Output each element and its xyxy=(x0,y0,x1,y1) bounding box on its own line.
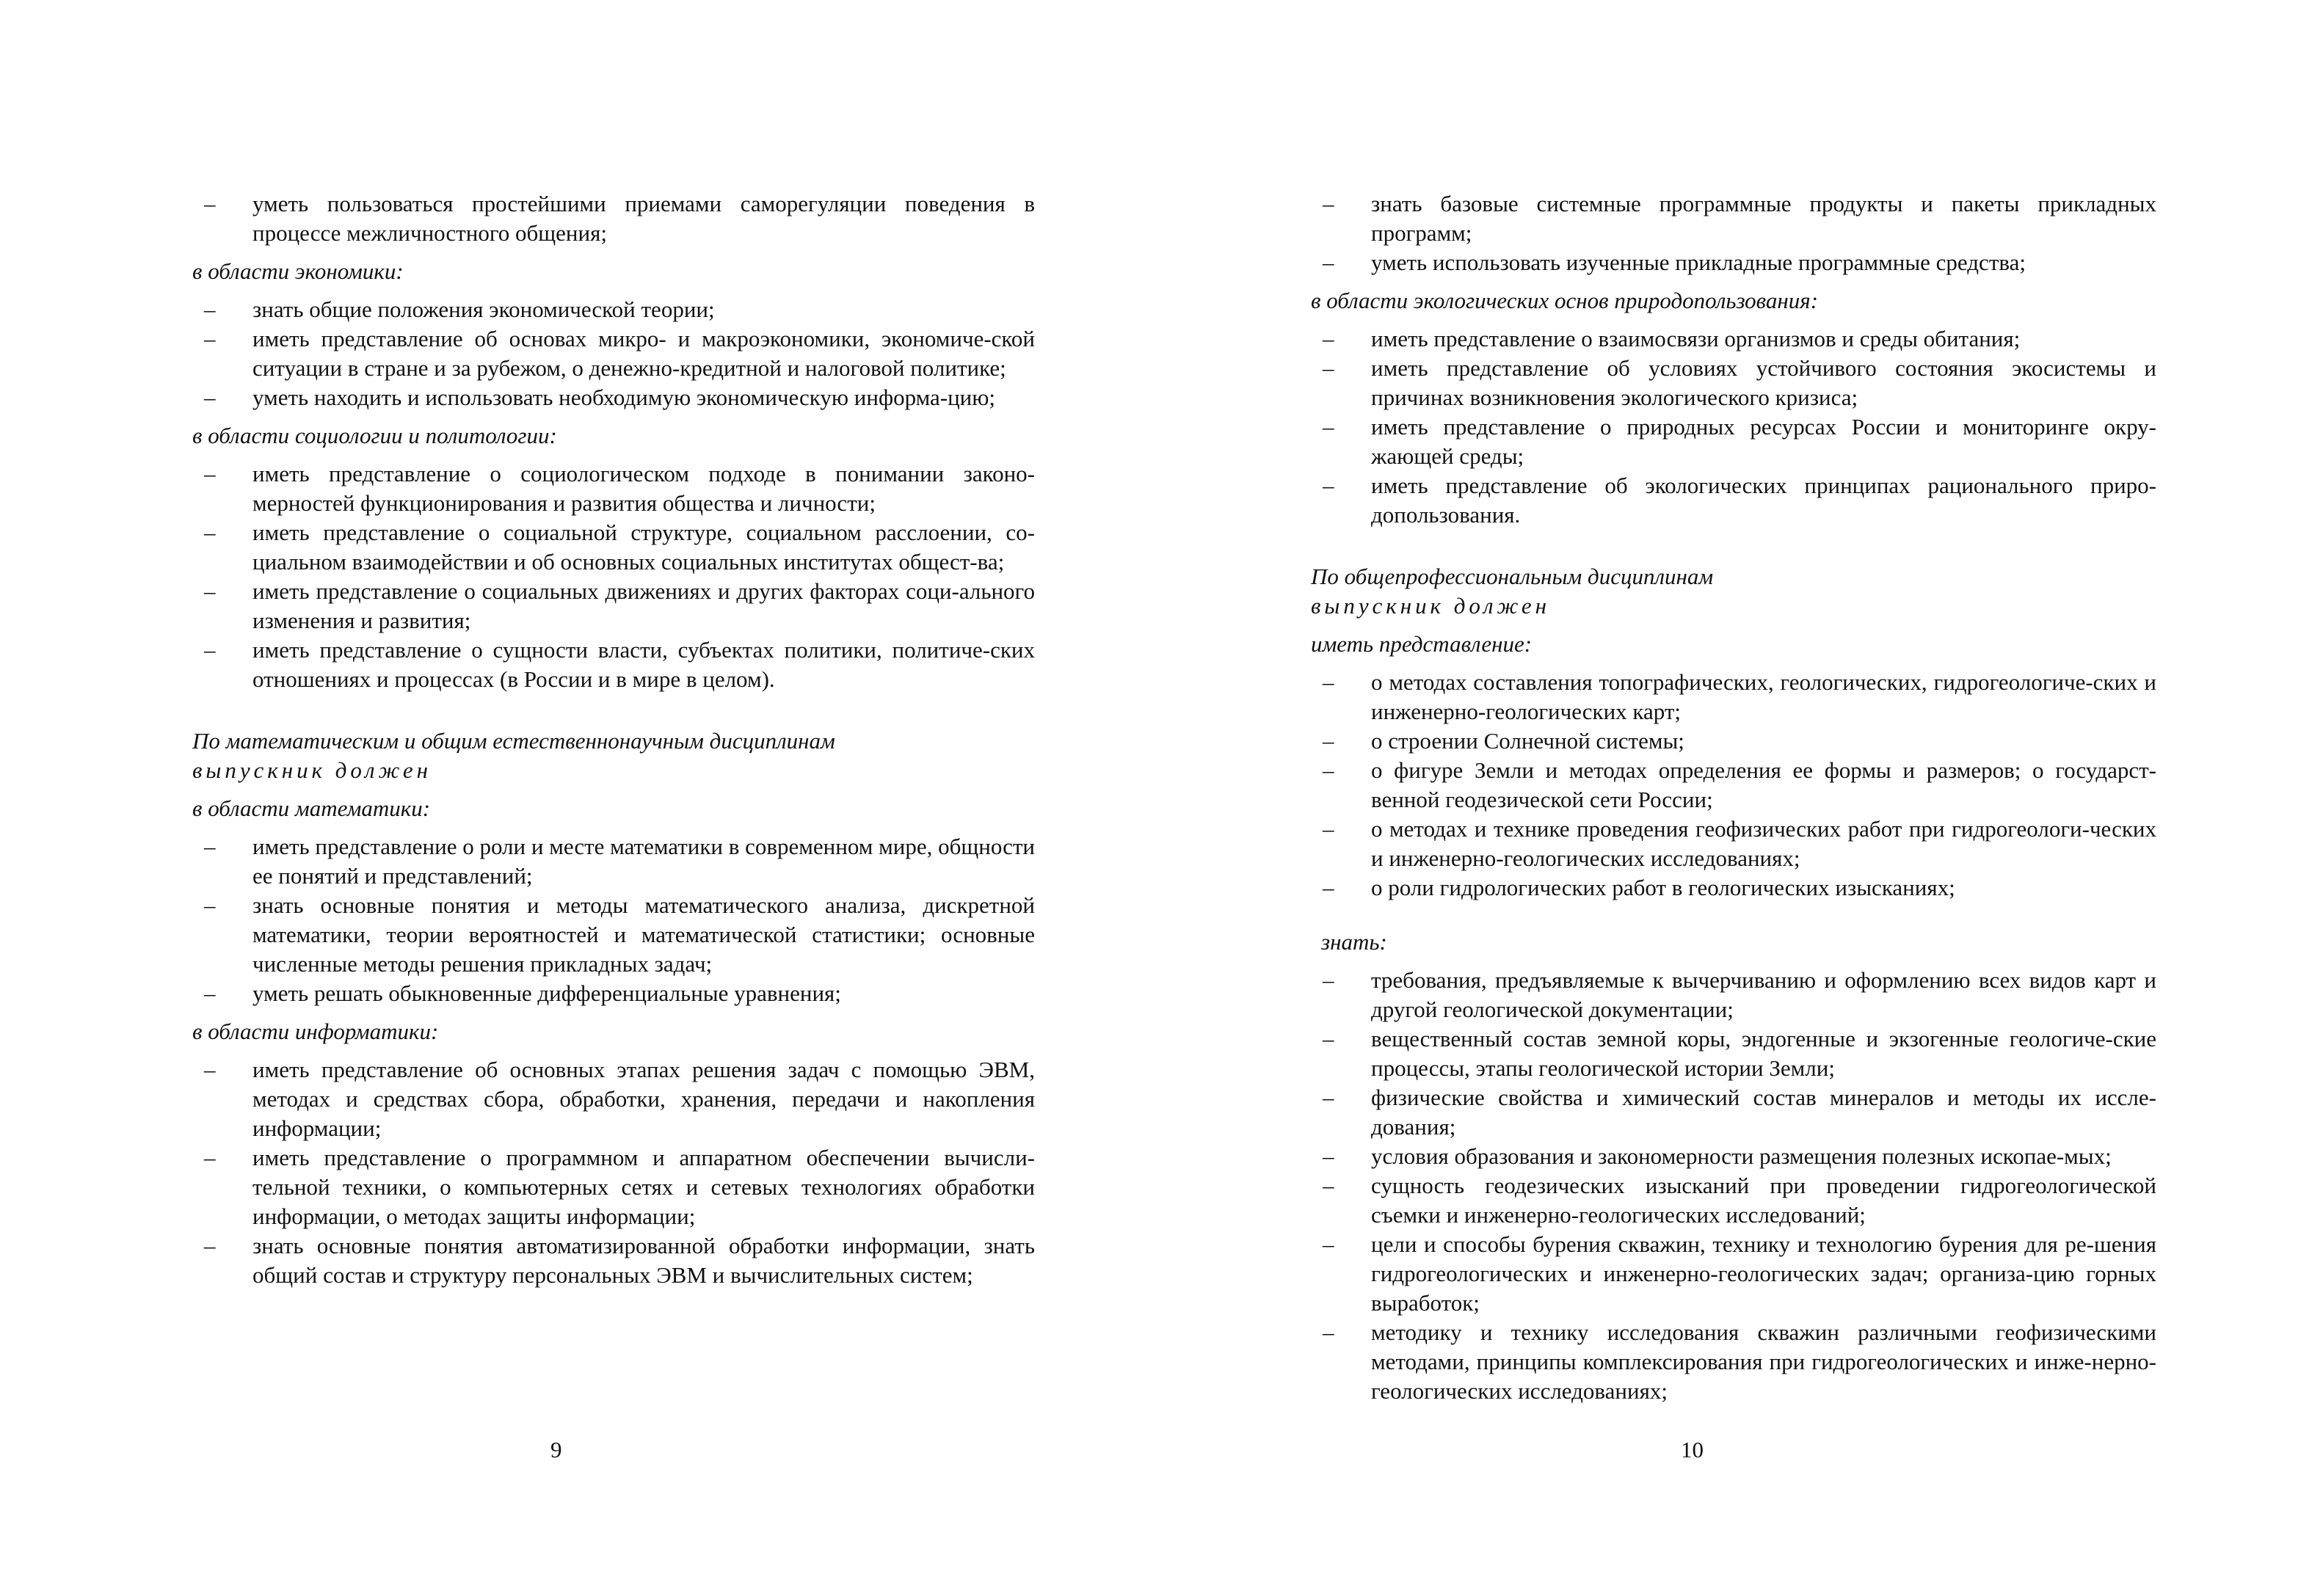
list-dash: – xyxy=(1323,816,1334,842)
list-dash: – xyxy=(1323,414,1334,440)
list-item: – требования, предъявляемые к вычерчиванию и оформлению всех видов карт и другой геологической документации; xyxy=(1323,967,2156,1022)
intro-list xyxy=(1311,189,2156,277)
list-item: – знать основные понятия и методы математического анализа, дискретной математики, теории вероятностей и математической статистики; основные численные методы решения прикладных задач; xyxy=(204,892,1035,977)
list-dash: – xyxy=(1323,669,1334,695)
list-item: – иметь представление о взаимосвязи организмов и среды обитания; xyxy=(1311,324,2156,354)
page-number-right: 10 xyxy=(1681,1437,1704,1462)
list-dash: – xyxy=(204,637,216,663)
right-page xyxy=(1311,189,2156,1415)
list-item: – уметь использовать изученные прикладные программные средства; xyxy=(1311,248,2156,277)
list-dash: – xyxy=(204,892,216,918)
list-item: – физические свойства и химический состав минералов и методы их иссле-дования; xyxy=(1323,1085,2156,1140)
list-item: – иметь представление об основах микро- и макроэкономики, экономиче-ской ситуации в стране и за рубежом, о денежно-кредитной и налоговой политике; xyxy=(204,326,1035,381)
list-item: – вещественный состав земной коры, эндогенные и экзогенные геологиче-ские процессы, этапы геологической истории Земли; xyxy=(1323,1026,2156,1081)
list-item: – о методах составления топографических, геологических, гидрогеологиче-ских и инженерно-геологических карт; xyxy=(1323,669,2156,724)
informatics-list xyxy=(192,1055,1035,1290)
list-dash: – xyxy=(204,326,216,351)
list-dash: – xyxy=(1323,1319,1334,1345)
list-item: – уметь пользоваться простейшими приемами саморегуляции поведения в процессе межличностного общения; xyxy=(204,191,1035,246)
ecology-section xyxy=(1311,286,2156,530)
block-title: По математическим и общим естественнонаучным дисциплинам xyxy=(192,728,835,754)
list-dash: – xyxy=(1323,757,1334,783)
informatics-section xyxy=(192,1017,1035,1290)
list-dash: – xyxy=(1323,326,1334,351)
list-item: – методику и технику исследования скважин различными геофизическими методами, принципы комплексирования при гидрогеологических и инже-нерно-геологических исследованиях; xyxy=(1323,1319,2156,1404)
list-dash: – xyxy=(204,1145,216,1170)
section-heading: в области математики: xyxy=(192,795,431,821)
list-dash: – xyxy=(204,1057,216,1082)
list-item: – иметь представление об основных этапах решения задач с помощью ЭВМ, методах и средствах сбора, обработки, хранения, передачи и накопления информации; xyxy=(204,1057,1035,1141)
list-item: – о строении Солнечной системы; xyxy=(1311,726,2156,756)
ecology-list xyxy=(1311,324,2156,530)
prof-disciplines-heading xyxy=(1311,562,2156,621)
economics-list xyxy=(192,295,1035,412)
list-dash: – xyxy=(204,578,216,604)
list-item: – о методах и технике проведения геофизических работ при гидрогеологи-ческих и инженерно-геологических исследованиях; xyxy=(1323,816,2156,871)
list-dash: – xyxy=(1323,473,1334,498)
list-item: – иметь представление о социальных движениях и других факторах соци-ального изменения и развития; xyxy=(204,578,1035,633)
section-heading: в области информатики: xyxy=(192,1019,439,1044)
list-item: – иметь представление о природных ресурсах России и мониторинге окру-жающей среды; xyxy=(1323,414,2156,469)
list-dash: – xyxy=(204,520,216,545)
section-heading: в области экологических основ природопользования: xyxy=(1311,288,1819,313)
list-dash: – xyxy=(1323,1231,1334,1257)
list-dash: – xyxy=(204,191,216,216)
list-item: – цели и способы бурения скважин, технику и технологию бурения для ре-шения гидрогеологических и инженерно-геологических задач; организа-цию горных выработок; xyxy=(1323,1231,2156,1316)
mathematics-list xyxy=(192,832,1035,1008)
section-heading: в области социологии и политологии: xyxy=(192,423,557,448)
know-list xyxy=(1311,966,2156,1406)
list-dash: – xyxy=(204,296,216,322)
list-item: – знать базовые системные программные продукты и пакеты прикладных программ; xyxy=(1323,191,2156,246)
economics-section xyxy=(192,257,1035,412)
section-heading: иметь представление: xyxy=(1311,631,1533,657)
list-item: – уметь решать обыкновенные дифференциальные уравнения; xyxy=(192,979,1035,1008)
list-dash: – xyxy=(204,385,216,410)
list-dash: – xyxy=(1323,1143,1334,1169)
list-dash: – xyxy=(1323,1085,1334,1110)
list-dash: – xyxy=(204,980,216,1006)
section-heading: знать: xyxy=(1321,929,1387,955)
section-heading: в области экономики: xyxy=(192,258,404,284)
list-item: – сущность геодезических изысканий при проведении гидрогеологической съемки и инженерно-геологических исследований; xyxy=(1323,1173,2156,1228)
list-dash: – xyxy=(1323,967,1334,993)
list-item: – иметь представление о роли и месте математики в современном мире, общности ее понятий и представлений; xyxy=(204,834,1035,889)
list-dash: – xyxy=(1323,1026,1334,1052)
represent-section xyxy=(1311,630,2156,903)
mathematics-section xyxy=(192,794,1035,1008)
list-item: – знать общие положения экономической теории; xyxy=(192,295,1035,324)
sociology-list xyxy=(192,459,1035,694)
intro-list xyxy=(192,189,1035,248)
know-section xyxy=(1311,928,2156,957)
list-item: – уметь находить и использовать необходимую экономическую информа-цию; xyxy=(192,383,1035,412)
list-dash: – xyxy=(204,834,216,859)
list-dash: – xyxy=(1323,249,1334,275)
list-item: – о роли гидрологических работ в геологических изысканиях; xyxy=(1311,873,2156,903)
list-item: – иметь представление о программном и аппаратном обеспечении вычисли-тельной техники, о компьютерных сетях и сетевых технологиях обработки информации, о методах защиты информации; xyxy=(204,1145,1035,1229)
list-item: – иметь представление об экологических принципах рационального приро-допользования. xyxy=(1323,473,2156,528)
list-dash: – xyxy=(204,461,216,487)
list-item: – иметь представление о сущности власти, субъектах политики, политиче-ских отношениях и процессах (в России и в мире в целом). xyxy=(204,637,1035,692)
list-dash: – xyxy=(1323,875,1334,900)
list-dash: – xyxy=(204,1233,216,1258)
list-item: – иметь представление о социологическом подходе в понимании законо-мерностей функционирования и развития общества и личности; xyxy=(204,461,1035,516)
block-subtitle: выпускник должен xyxy=(192,757,432,783)
left-page xyxy=(192,189,1035,1299)
block-title: По общепрофессиональным дисциплинам xyxy=(1311,564,1714,589)
math-disciplines-heading xyxy=(192,726,1035,785)
list-item: – иметь представление об условиях устойчивого состояния экосистемы и причинах возникновения экологического кризиса; xyxy=(1323,355,2156,410)
list-dash: – xyxy=(1323,191,1334,216)
list-dash: – xyxy=(1323,355,1334,381)
list-item: – о фигуре Земли и методах определения ее формы и размеров; о государст-венной геодезической сети России; xyxy=(1323,757,2156,812)
list-item: – знать основные понятия автоматизированной обработки информации, знать общий состав и структуру персональных ЭВМ и вычислительных систем; xyxy=(204,1233,1035,1288)
list-item: – иметь представление о социальной структуре, социальном расслоении, со-циальном взаимодействии и об основных социальных институтах общест-ва; xyxy=(204,520,1035,575)
page-number-left: 9 xyxy=(550,1437,562,1462)
sociology-section xyxy=(192,421,1035,694)
list-item: – условия образования и закономерности размещения полезных ископае-мых; xyxy=(1311,1142,2156,1171)
list-dash: – xyxy=(1323,1173,1334,1198)
represent-list xyxy=(1311,668,2156,903)
list-dash: – xyxy=(1323,728,1334,754)
block-subtitle: выпускник должен xyxy=(1311,593,1550,619)
